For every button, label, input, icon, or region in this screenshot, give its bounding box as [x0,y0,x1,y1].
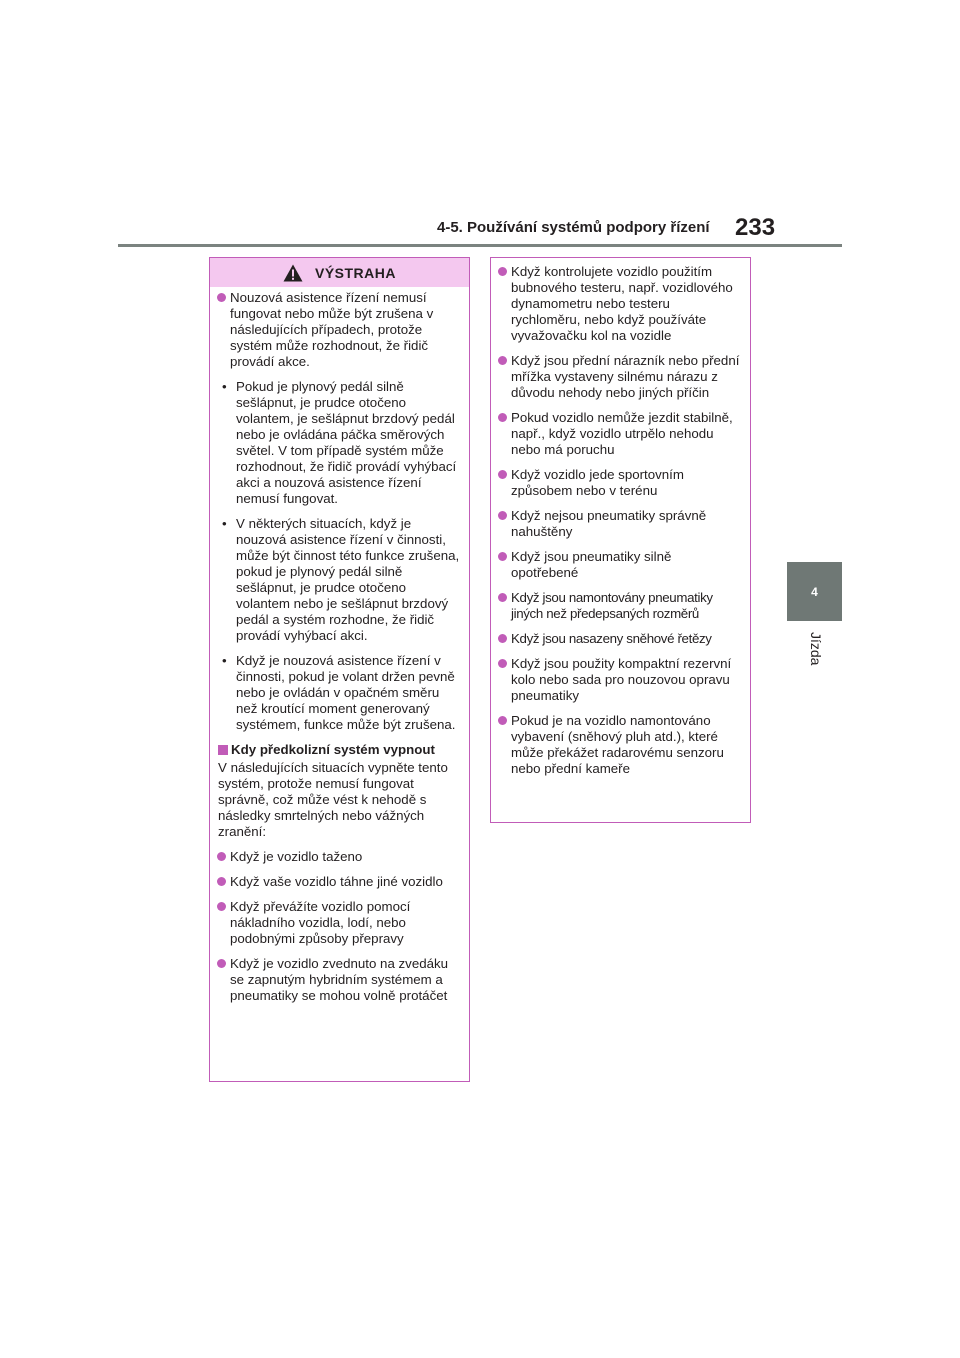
bullet-dot [217,877,226,886]
warning-box-left [209,257,470,1082]
warning-title: VÝSTRAHA [314,264,396,281]
bullet-dot [498,267,507,276]
list-item: Když je vozidlo taženo [218,849,461,865]
subheading-text: V následujících situacích vypněte tento systém, protože nemusí fungovat správně, což může vést k nehodě s následky smrtelných nebo vážných zranění: [218,760,448,839]
bullet-dot [498,634,507,643]
list-item: Pokud vozidlo nemůže jezdit stabilně, např., když vozidlo utrpělo nehodu nebo má poruchu [499,410,742,458]
list-item: Když je vozidlo zvednuto na zvedáku se zapnutým hybridním systémem a pneumatiky se mohou volně protáčet [218,956,461,1004]
bullet-dot [498,659,507,668]
bullet-dot [498,413,507,422]
bullet-dot [498,593,507,602]
list-item: Když převážíte vozidlo pomocí nákladního vozidla, lodí, nebo podobnými způsoby přepravy [218,899,461,947]
list-item: Když vozidlo jede sportovním způsobem nebo v terénu [499,467,742,499]
list-item: Když jsou namontovány pneumatiky jiných než předepsaných rozměrů [499,590,742,622]
list-item: Když jsou nasazeny sněhové řetězy [499,631,742,647]
bullet-dot [498,552,507,561]
warning-triangle-icon [283,264,303,282]
list-item: Když vaše vozidlo táhne jiné vozidlo [218,874,461,890]
warning-intro: Nouzová asistence řízení nemusí fungovat nebo může být zrušena v následujících případech, protože systém může rozhodnout, že řidič provádí akce. [218,290,461,370]
warning-header [210,258,469,287]
list-item: Když kontrolujete vozidlo použitím bubnového testeru, např. vozidlového dynamometru nebo testeru rychloměru, nebo když používáte vyvažovačku kol na vozidle [499,264,742,344]
bullet-dot [498,470,507,479]
list-item: Když nejsou pneumatiky správně nahuštěny [499,508,742,540]
list-item: Pokud je na vozidlo namontováno vybavení (sněhový pluh atd.), které může překážet radarovému senzoru nebo přední kameře [499,713,742,777]
square-bullet [218,745,228,755]
page-number: 233 [735,214,776,241]
bullet-dot [217,852,226,861]
sub-bullet-item: • Pokud je plynový pedál silně sešlápnut, je prudce otočeno volantem, je sešlápnut brzdový pedál nebo je ovládána páčka směrových světel. V tom případě systém může rozhodnout, že řidič provádí vyhýbací akci a nouzová asistence řízení nemusí fungovat. [222,379,457,506]
sub-bullet-item: • V některých situacích, když je nouzová asistence řízení v činnosti, může být činnost této funkce zrušena, pokud je plynový pedál silně sešlápnut, je prudce otočeno volantem nebo je sešlápnut brzdový pedál a systém rozhodne, že řidič provádí vyhýbací akci. [222,516,460,643]
bullet-dot [217,902,226,911]
chapter-label-wrapper [806,632,826,672]
header-divider [118,244,842,247]
sub-bullet-item: • Když je nouzová asistence řízení v činnosti, pokud je volant držen pevně nebo je ovládán v opačném směru než kroutící moment generovaný systémem, funkce může být zrušena. [222,653,456,732]
list-item: Když jsou přední nárazník nebo přední mřížka vystaveny silnému nárazu z důvodu nehody nebo jiných příčin [499,353,742,401]
chapter-tab[interactable] [787,562,842,621]
subheading: Kdy předkolizní systém vypnout [218,742,461,758]
bullet-dot [217,959,226,968]
bullet-dot [498,511,507,520]
chapter-number: 4 [811,584,818,599]
warning-content-left [210,287,469,1004]
section-title: 4-5. Používání systémů podpory řízení [437,219,710,236]
list-item: Když jsou použity kompaktní rezervní kolo nebo sada pro nouzovou opravu pneumatiky [499,656,742,704]
chapter-label: Jízda [808,632,824,666]
warning-content-right [491,258,750,777]
warning-box-right [490,257,751,823]
bullet-dot [498,716,507,725]
bullet-dot [217,293,226,302]
bullet-dot [498,356,507,365]
list-item: Když jsou pneumatiky silně opotřebené [499,549,742,581]
